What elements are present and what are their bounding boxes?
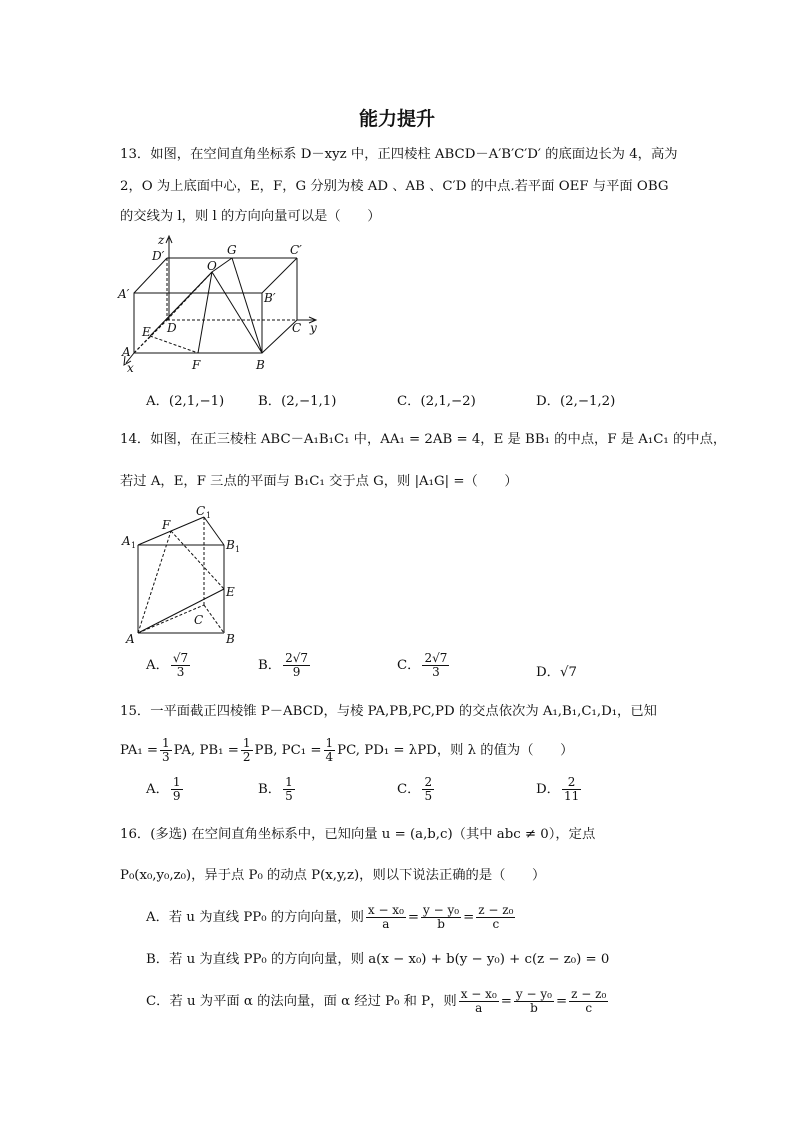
fig13-label-bp: B′ xyxy=(264,291,276,305)
q13-line3: 的交线为 l，则 l 的方向向量可以是（ ） xyxy=(120,209,381,224)
fig13-label-y: y xyxy=(310,321,317,335)
fig13-label-b: B xyxy=(256,358,265,372)
fig14-sub-a1: 1 xyxy=(131,541,137,550)
q13-option-b[interactable]: B．(2,−1,1) xyxy=(258,394,337,409)
section-title: 能力提升 xyxy=(358,108,435,130)
fig14-sub-b1: 1 xyxy=(235,545,241,554)
q16-option-c[interactable]: C．若 u 为平面 α 的法向量，面 α 经过 P₀ 和 P，则 $\frac{\text{x − x₀}}{a}$ = $\frac{\text{y − y₀}}{b}$ = $\frac{\text{z − z₀}}{c}$ xyxy=(146,987,607,1015)
fig13-label-f: F xyxy=(192,358,201,372)
q14-figure xyxy=(116,502,246,650)
q14-line2: 若过 A，E，F 三点的平面与 B₁C₁ 交于点 G，则 |A₁G| =（ ） xyxy=(120,474,518,489)
q15-line1: 15．一平面截正四棱锥 P－ABCD，与棱 PA,PB,PC,PD 的交点依次为 A₁,B₁,C₁,D₁，已知 xyxy=(120,704,657,719)
q14-option-b[interactable]: B． $\frac{2√7}{9}$ xyxy=(258,651,308,679)
q13-line2: 2，O 为上底面中心，E，F，G 分别为棱 AD 、AB 、C′D 的中点.若平面 OEF 与平面 OBG xyxy=(120,179,669,194)
fig14-label-a1: A xyxy=(122,534,131,548)
fig13-label-c: C xyxy=(292,321,302,335)
fig14-label-b1: B xyxy=(226,538,235,552)
q13-option-c[interactable]: C．(2,1,−2) xyxy=(397,394,476,409)
q14-line1: 14．如图，在正三棱柱 ABC－A₁B₁C₁ 中，AA₁ = 2AB = 4，E 是 BB₁ 的中点，F 是 A₁C₁ 的中点， xyxy=(120,432,727,447)
q16-line2: P₀(x₀,y₀,z₀)，异于点 P₀ 的动点 P(x,y,z)，则以下说法正确的是（ ） xyxy=(120,868,546,883)
q13-option-d[interactable]: D．(2,−1,2) xyxy=(536,394,616,409)
fig14-label-f: F xyxy=(162,518,171,532)
fig13-label-e: E xyxy=(142,325,151,339)
fig13-label-d: D xyxy=(167,321,177,335)
q13-line1: 13．如图，在空间直角坐标系 D－xyz 中，正四棱柱 ABCD－A′B′C′D′ 的底面边长为 4，高为 xyxy=(120,147,678,162)
fig14-label-b: B xyxy=(226,632,235,646)
q15-option-d[interactable]: D． $\frac{2}{11}$ xyxy=(536,775,580,803)
q15-line2: PA₁ = $\frac{1}{3}$ PA, PB₁ = $\frac{1}{2}$ PB, PC₁ = $\frac{1}{4}$ PC, PD₁ = λPD，则 λ 的值为（ ） xyxy=(120,736,574,764)
fig14-label-e: E xyxy=(226,585,235,599)
fig13-label-ap: A′ xyxy=(118,287,130,301)
q16-option-a[interactable]: A．若 u 为直线 PP₀ 的方向向量，则 $\frac{\text{x − x₀}}{a}$ = $\frac{\text{y − y₀}}{b}$ = $\frac{\text{z − z₀}}{c}$ xyxy=(146,903,514,931)
fig14-sub-c1: 1 xyxy=(206,511,212,520)
q15-option-b[interactable]: B． $\frac{1}{5}$ xyxy=(258,775,293,803)
q13-option-a[interactable]: A．(2,1,−1) xyxy=(146,394,225,409)
fig13-label-dp: D′ xyxy=(152,249,165,263)
fig13-label-z: z xyxy=(158,233,165,247)
fig13-label-g: G xyxy=(227,243,237,257)
q14-option-d[interactable]: D．√7 xyxy=(536,665,577,680)
q13-figure xyxy=(112,232,332,377)
fig14-label-c1: C xyxy=(196,504,206,518)
fig13-label-cp: C′ xyxy=(290,243,302,257)
fig13-label-x: x xyxy=(127,361,134,375)
fig14-label-c: C xyxy=(194,613,204,627)
q15-option-c[interactable]: C． $\frac{2}{5}$ xyxy=(397,775,433,803)
fig14-label-a: A xyxy=(126,632,135,646)
q16-line1: 16．(多选) 在空间直角坐标系中，已知向量 u = (a,b,c)（其中 abc ≠ 0），定点 xyxy=(120,827,596,842)
fig13-label-o: O xyxy=(207,259,217,273)
q16-option-b[interactable]: B．若 u 为直线 PP₀ 的方向向量，则 a(x − x₀) + b(y − y₀) + c(z − z₀) = 0 xyxy=(146,952,610,967)
fig13-label-a: A xyxy=(122,345,131,359)
q14-option-c[interactable]: C． $\frac{2√7}{3}$ xyxy=(397,651,448,679)
q15-option-a[interactable]: A． $\frac{1}{9}$ xyxy=(146,775,181,803)
q14-option-a[interactable]: A． $\frac{√7}{3}$ xyxy=(146,651,189,679)
